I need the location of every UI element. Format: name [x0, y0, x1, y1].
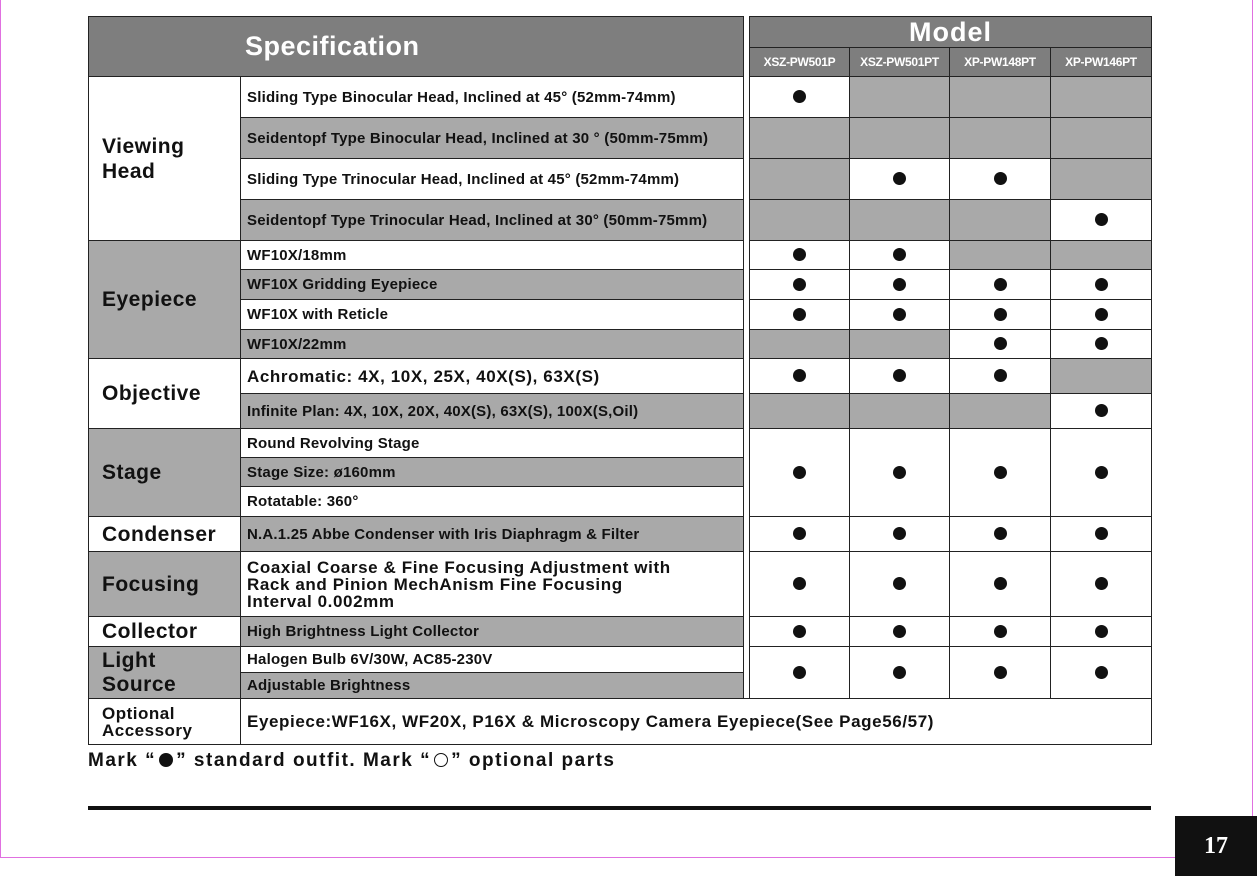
standard-mark-cell [850, 647, 950, 699]
legend-standard: ” standard outfit. Mark “ [176, 750, 432, 771]
standard-mark-icon [994, 369, 1007, 382]
category-objective: Objective [89, 359, 241, 429]
category-label: Viewing Head [102, 134, 185, 183]
model-column-header: XP-PW146PT [1051, 48, 1152, 77]
spec-description: Seidentopf Type Binocular Head, Inclined at 30 ° (50mm-75mm) [241, 118, 744, 159]
standard-mark-cell [750, 300, 850, 330]
spec-description: N.A.1.25 Abbe Condenser with Iris Diaphragm & Filter [241, 517, 744, 552]
legend [88, 750, 616, 772]
empty-cell [950, 241, 1051, 270]
standard-mark-cell [950, 617, 1051, 647]
legend-prefix: Mark “ [88, 750, 157, 771]
standard-mark-cell [950, 300, 1051, 330]
standard-mark-cell [1051, 552, 1152, 617]
category-viewing-head [89, 77, 241, 241]
standard-mark-icon [793, 577, 806, 590]
spec-description: Stage Size: ø160mm [241, 458, 744, 487]
category-stage: Stage [89, 429, 241, 517]
legend-optional: ” optional parts [451, 750, 616, 771]
spec-description [241, 552, 744, 617]
model-column-header: XSZ-PW501P [750, 48, 850, 77]
empty-cell [750, 118, 850, 159]
empty-cell [850, 200, 950, 241]
standard-mark-icon [994, 666, 1007, 679]
standard-mark-icon [1095, 466, 1108, 479]
standard-mark-cell [850, 517, 950, 552]
page-number: 17 [1175, 816, 1257, 876]
standard-mark-cell [850, 617, 950, 647]
standard-mark-icon [793, 527, 806, 540]
standard-mark-icon [893, 248, 906, 261]
crop-mark-right [1252, 0, 1253, 820]
standard-mark-cell [950, 270, 1051, 300]
standard-mark-icon [793, 278, 806, 291]
spec-description: WF10X/18mm [241, 241, 744, 270]
empty-cell [1051, 118, 1152, 159]
spec-description: WF10X Gridding Eyepiece [241, 270, 744, 300]
spec-description: Sliding Type Binocular Head, Inclined at 45° (52mm-74mm) [241, 77, 744, 118]
spec-description: WF10X with Reticle [241, 300, 744, 330]
empty-cell [850, 330, 950, 359]
standard-mark-icon [994, 625, 1007, 638]
standard-mark-cell [1051, 200, 1152, 241]
standard-mark-icon [994, 527, 1007, 540]
standard-mark-cell [1051, 330, 1152, 359]
spec-description: Round Revolving Stage [241, 429, 744, 458]
standard-mark-cell [750, 429, 850, 517]
standard-mark-cell [750, 517, 850, 552]
category-focusing: Focusing [89, 552, 241, 617]
category-label: Optional Accessory [102, 703, 193, 740]
standard-mark-cell [1051, 270, 1152, 300]
crop-mark-left [0, 0, 1, 858]
empty-cell [1051, 359, 1152, 394]
standard-mark-icon [793, 625, 806, 638]
standard-mark-icon [793, 666, 806, 679]
spec-description: Adjustable Brightness [241, 673, 744, 699]
standard-mark-icon [1095, 308, 1108, 321]
spec-description: Infinite Plan: 4X, 10X, 20X, 40X(S), 63X(S), 100X(S,Oil) [241, 394, 744, 429]
standard-mark-icon [994, 466, 1007, 479]
empty-cell [750, 394, 850, 429]
standard-mark-icon [893, 369, 906, 382]
empty-cell [1051, 241, 1152, 270]
standard-mark-icon [793, 248, 806, 261]
standard-mark-cell [850, 159, 950, 200]
standard-mark-cell [750, 270, 850, 300]
category-light-source [89, 647, 241, 699]
hollow-circle-icon [434, 753, 448, 767]
standard-mark-icon [893, 577, 906, 590]
standard-mark-cell [850, 300, 950, 330]
empty-cell [750, 330, 850, 359]
category-optional-accessory [89, 699, 241, 745]
standard-mark-icon [893, 527, 906, 540]
spec-description: Achromatic: 4X, 10X, 25X, 40X(S), 63X(S) [241, 359, 744, 394]
specification-table [88, 16, 1152, 745]
standard-mark-cell [850, 270, 950, 300]
standard-mark-icon [994, 337, 1007, 350]
crop-mark-bottom [0, 857, 1175, 858]
standard-mark-cell [950, 517, 1051, 552]
standard-mark-cell [950, 159, 1051, 200]
model-header: Model [750, 17, 1152, 48]
category-label: Light Source [102, 648, 177, 696]
model-column-header: XSZ-PW501PT [850, 48, 950, 77]
standard-mark-cell [950, 429, 1051, 517]
horizontal-rule [88, 806, 1151, 810]
empty-cell [750, 159, 850, 200]
standard-mark-cell [950, 552, 1051, 617]
standard-mark-icon [893, 666, 906, 679]
standard-mark-cell [750, 617, 850, 647]
empty-cell [950, 394, 1051, 429]
standard-mark-cell [850, 359, 950, 394]
spec-description: Seidentopf Type Trinocular Head, Inclined at 30° (50mm-75mm) [241, 200, 744, 241]
standard-mark-cell [750, 359, 850, 394]
spec-description: Sliding Type Trinocular Head, Inclined at 45° (52mm-74mm) [241, 159, 744, 200]
standard-mark-cell [850, 429, 950, 517]
standard-mark-cell [950, 330, 1051, 359]
standard-mark-cell [1051, 647, 1152, 699]
standard-mark-cell [1051, 517, 1152, 552]
spec-description: Halogen Bulb 6V/30W, AC85-230V [241, 647, 744, 673]
standard-mark-cell [750, 241, 850, 270]
empty-cell [850, 118, 950, 159]
standard-mark-icon [893, 625, 906, 638]
standard-mark-icon [1095, 404, 1108, 417]
standard-mark-icon [893, 308, 906, 321]
category-eyepiece: Eyepiece [89, 241, 241, 359]
filled-circle-icon [159, 753, 173, 767]
standard-mark-icon [994, 577, 1007, 590]
standard-mark-icon [793, 308, 806, 321]
spec-description: High Brightness Light Collector [241, 617, 744, 647]
standard-mark-icon [1095, 337, 1108, 350]
model-column-header: XP-PW148PT [950, 48, 1051, 77]
empty-cell [1051, 159, 1152, 200]
standard-mark-icon [994, 308, 1007, 321]
empty-cell [1051, 77, 1152, 118]
empty-cell [950, 118, 1051, 159]
empty-cell [850, 394, 950, 429]
standard-mark-icon [793, 369, 806, 382]
standard-mark-cell [1051, 300, 1152, 330]
spec-description: Rotatable: 360° [241, 487, 744, 517]
standard-mark-cell [850, 552, 950, 617]
standard-mark-icon [994, 172, 1007, 185]
standard-mark-cell [850, 241, 950, 270]
standard-mark-icon [893, 278, 906, 291]
standard-mark-cell [950, 647, 1051, 699]
standard-mark-icon [1095, 625, 1108, 638]
focusing-text: Coaxial Coarse & Fine Focusing Adjustment with Rack and Pinion MechAnism Fine Focusing Interval 0.002mm [247, 557, 671, 611]
spec-description: WF10X/22mm [241, 330, 744, 359]
standard-mark-icon [1095, 666, 1108, 679]
standard-mark-icon [893, 172, 906, 185]
standard-mark-cell [750, 647, 850, 699]
category-collector: Collector [89, 617, 241, 647]
standard-mark-icon [1095, 213, 1108, 226]
specification-header: Specification [89, 17, 744, 77]
standard-mark-icon [1095, 577, 1108, 590]
standard-mark-cell [750, 77, 850, 118]
empty-cell [850, 77, 950, 118]
empty-cell [950, 77, 1051, 118]
standard-mark-icon [793, 90, 806, 103]
category-condenser: Condenser [89, 517, 241, 552]
standard-mark-icon [994, 278, 1007, 291]
standard-mark-icon [793, 466, 806, 479]
empty-cell [950, 200, 1051, 241]
standard-mark-cell [1051, 394, 1152, 429]
empty-cell [750, 200, 850, 241]
standard-mark-icon [1095, 278, 1108, 291]
standard-mark-cell [950, 359, 1051, 394]
standard-mark-cell [750, 552, 850, 617]
standard-mark-icon [893, 466, 906, 479]
optional-accessory-description: Eyepiece:WF16X, WF20X, P16X & Microscopy Camera Eyepiece(See Page56/57) [241, 699, 1152, 745]
standard-mark-icon [1095, 527, 1108, 540]
standard-mark-cell [1051, 617, 1152, 647]
standard-mark-cell [1051, 429, 1152, 517]
